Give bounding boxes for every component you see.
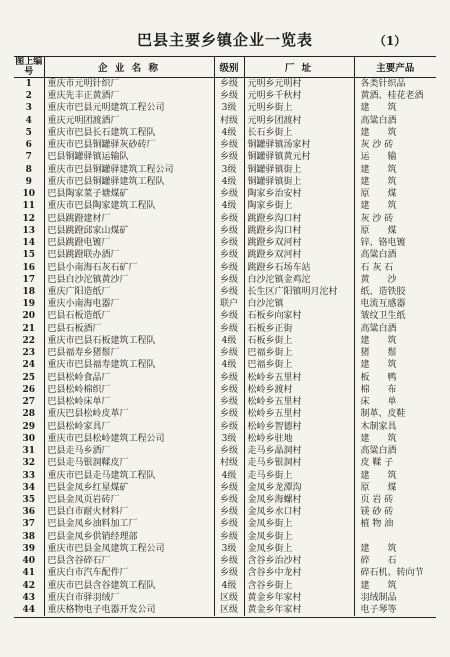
grade-level: 4级 [214, 470, 244, 482]
enterprise-name: 重庆市元明针织厂 [44, 78, 214, 91]
grade-level: 乡级 [214, 310, 244, 322]
enterprise-name: 重庆市巴县元明建筑工程公司 [44, 102, 214, 114]
factory-address: 黄金乡年家村 [244, 604, 354, 616]
row-number: 43 [22, 592, 36, 603]
grade-level: 乡级 [214, 518, 244, 530]
grade-level: 区级 [214, 592, 244, 604]
enterprise-name: 巴县白沙沱镇黄沙厂 [44, 274, 214, 286]
factory-address: 跳蹬乡双河村 [244, 237, 354, 249]
main-product: 灰 沙 砖 [354, 213, 436, 225]
grade-level: 4级 [214, 200, 244, 212]
grade-level: 乡级 [214, 139, 244, 151]
grade-level: 4级 [214, 176, 244, 188]
enterprise-name: 巴县跳蹬邱家山煤矿 [44, 225, 214, 237]
row-number: 24 [22, 360, 36, 371]
factory-address: 含谷乡街上 [244, 580, 354, 592]
factory-address: 跳蹬乡沟口村 [244, 213, 354, 225]
main-product: 猪 鬃 [354, 347, 436, 359]
grade-level: 乡级 [214, 567, 244, 579]
row-number: 32 [22, 458, 36, 469]
factory-address: 元明乡团渡村 [244, 115, 354, 127]
factory-address: 松岭乡渡村 [244, 384, 354, 396]
main-product: 电子琴等 [354, 604, 436, 616]
factory-address: 黄金乡年家村 [244, 592, 354, 604]
grade-level: 区级 [214, 604, 244, 616]
row-number: 28 [22, 409, 36, 420]
main-product: 各类针织品 [354, 78, 436, 91]
table-row [14, 188, 436, 200]
table-row [14, 310, 436, 322]
row-number: 8 [25, 164, 32, 175]
grade-level: 乡级 [214, 323, 244, 335]
row-number: 34 [22, 482, 36, 493]
grade-level: 乡级 [214, 384, 244, 396]
row-number: 31 [22, 446, 36, 457]
enterprise-name: 重庆市巴县铜罐驿建筑工程公司 [44, 164, 214, 176]
table-row [14, 555, 436, 567]
table-row [14, 225, 436, 237]
main-product: 石 灰 石 [354, 262, 436, 274]
table-row [14, 433, 436, 445]
grade-level: 乡级 [214, 213, 244, 225]
factory-address: 白沙沱镇金鸡沱 [244, 274, 354, 286]
table-row [14, 580, 436, 592]
enterprise-name: 重庆白市驿羽绒厂 [44, 592, 214, 604]
grade-level: 乡级 [214, 347, 244, 359]
main-product: 建 筑 [354, 543, 436, 555]
grade-level: 乡级 [214, 421, 244, 433]
main-product: 高粱白酒 [354, 445, 436, 457]
factory-address: 元明乡元明村 [244, 78, 354, 91]
factory-address: 陶家乡治安村 [244, 188, 354, 200]
factory-address: 跳蹬乡双河村 [244, 249, 354, 261]
row-number: 12 [22, 213, 36, 224]
grade-level: 乡级 [214, 151, 244, 163]
enterprise-name: 巴县金凤乡红星煤矿 [44, 482, 214, 494]
enterprise-name: 重庆市巴县石板建筑工程队 [44, 335, 214, 347]
main-product: 黄酒、桂花老酒 [354, 90, 436, 102]
enterprise-name: 重庆市巴县福寿建筑工程队 [44, 359, 214, 371]
enterprise-name: 巴县跳蹬建材厂 [44, 213, 214, 225]
grade-level: 乡级 [214, 555, 244, 567]
factory-address: 铜罐驿镇街上 [244, 164, 354, 176]
table-row [14, 164, 436, 176]
factory-address: 巴福乡街上 [244, 347, 354, 359]
enterprise-table-frame [14, 56, 436, 618]
table-row [14, 151, 436, 163]
row-number: 21 [22, 323, 36, 334]
main-product: 高粱白酒 [354, 249, 436, 261]
main-product: 灰 沙 砖 [354, 139, 436, 151]
factory-address: 铜罐驿镇街上 [244, 176, 354, 188]
grade-level: 乡级 [214, 237, 244, 249]
table-row [14, 494, 436, 506]
row-number: 4 [25, 115, 32, 126]
grade-level: 乡级 [214, 372, 244, 384]
table-row [14, 470, 436, 482]
grade-level: 乡级 [214, 396, 244, 408]
factory-address: 金凤乡龙潭沟 [244, 482, 354, 494]
factory-address: 长石乡街上 [244, 127, 354, 139]
main-product: 建 筑 [354, 433, 436, 445]
table-row [14, 262, 436, 274]
row-number: 35 [22, 494, 36, 505]
factory-address: 金凤乡街上 [244, 518, 354, 530]
main-product: 建 筑 [354, 359, 436, 371]
main-product: 植 物 油 [354, 518, 436, 530]
table-row [14, 200, 436, 212]
table-row [14, 482, 436, 494]
enterprise-name: 巴县金凤乡油料加工厂 [44, 518, 214, 530]
grade-level: 村级 [214, 115, 244, 127]
factory-address: 走马乡晶洞村 [244, 445, 354, 457]
column-header-product: 主要产品 [354, 57, 436, 78]
grade-level: 乡级 [214, 188, 244, 200]
table-row [14, 421, 436, 433]
row-number: 14 [22, 238, 36, 249]
table-row [14, 457, 436, 469]
factory-address: 元明乡街上 [244, 102, 354, 114]
factory-address: 松岭乡五里村 [244, 396, 354, 408]
column-header-grade: 级别 [214, 57, 244, 78]
page-number: （1） [373, 34, 407, 48]
enterprise-name: 巴县松岭床单厂 [44, 396, 214, 408]
table-header [14, 57, 436, 78]
table-row [14, 298, 436, 310]
table-row [14, 372, 436, 384]
grade-level: 乡级 [214, 225, 244, 237]
main-product: 原 煤 [354, 225, 436, 237]
grade-level: 4级 [214, 127, 244, 139]
column-header-address: 厂 址 [244, 57, 354, 78]
factory-address: 跳蹬乡石场车站 [244, 262, 354, 274]
table-row [14, 274, 436, 286]
main-product: 碎 石 [354, 555, 436, 567]
enterprise-name: 巴县白市耐火材料厂 [44, 506, 214, 518]
main-product: 建 筑 [354, 470, 436, 482]
enterprise-name: 巴县福寿乡猪鬃厂 [44, 347, 214, 359]
main-product: 建 筑 [354, 176, 436, 188]
table-row [14, 347, 436, 359]
row-number: 29 [22, 421, 36, 432]
table-row [14, 237, 436, 249]
grade-level: 3级 [214, 433, 244, 445]
table-row [14, 286, 436, 298]
table-row [14, 592, 436, 604]
grade-level: 乡级 [214, 531, 244, 543]
enterprise-name: 巴县松岭棉织厂 [44, 384, 214, 396]
row-number: 25 [22, 372, 36, 383]
main-product: 床 单 [354, 396, 436, 408]
main-product: 页 岩 砖 [354, 494, 436, 506]
enterprise-table [14, 57, 436, 616]
main-product: 碎石机、转向节 [354, 567, 436, 579]
main-product: 建 筑 [354, 335, 436, 347]
table-row [14, 249, 436, 261]
row-number: 18 [22, 286, 36, 297]
grade-level: 乡级 [214, 262, 244, 274]
main-product: 皱纹卫生纸 [354, 310, 436, 322]
table-row [14, 176, 436, 188]
row-number: 1 [25, 79, 32, 89]
factory-address: 松岭乡智德村 [244, 421, 354, 433]
table-row [14, 604, 436, 616]
factory-address: 铜罐驿镇黄元村 [244, 151, 354, 163]
enterprise-name: 巴县石板酒厂 [44, 323, 214, 335]
factory-address: 石板乡向家村 [244, 310, 354, 322]
row-number: 36 [22, 507, 36, 518]
enterprise-name: 巴县金凤页岩砖厂 [44, 494, 214, 506]
main-product: 棉 布 [354, 384, 436, 396]
main-product [354, 531, 436, 543]
factory-address: 跳蹬乡沟口村 [244, 225, 354, 237]
grade-level: 村级 [214, 457, 244, 469]
factory-address: 含谷乡治沙村 [244, 555, 354, 567]
enterprise-name: 重庆市巴县松岭建筑工程公司 [44, 433, 214, 445]
grade-level: 4级 [214, 359, 244, 371]
row-number: 27 [22, 397, 36, 408]
grade-level: 3级 [214, 102, 244, 114]
table-row [14, 384, 436, 396]
enterprise-name: 巴县石板造纸厂 [44, 310, 214, 322]
main-product: 运 输 [354, 151, 436, 163]
factory-address: 巴福乡街上 [244, 359, 354, 371]
row-number: 37 [22, 519, 36, 530]
table-row [14, 396, 436, 408]
factory-address: 金凤乡街上 [244, 531, 354, 543]
grade-level: 乡级 [214, 78, 244, 91]
grade-level: 乡级 [214, 445, 244, 457]
main-product: 建 筑 [354, 102, 436, 114]
main-product: 建 筑 [354, 580, 436, 592]
grade-level: 3级 [214, 543, 244, 555]
main-product: 建 筑 [354, 200, 436, 212]
table-row [14, 408, 436, 420]
grade-level: 乡级 [214, 90, 244, 102]
grade-level: 4级 [214, 580, 244, 592]
main-product: 皮 鞣 子 [354, 457, 436, 469]
row-number: 30 [22, 433, 36, 444]
row-number: 38 [22, 531, 36, 542]
main-product: 建 筑 [354, 164, 436, 176]
factory-address: 石板乡正街 [244, 323, 354, 335]
main-product: 原 煤 [354, 188, 436, 200]
table-row [14, 139, 436, 151]
row-number: 2 [25, 91, 32, 102]
enterprise-name: 巴县小南海石灰石矿厂 [44, 262, 214, 274]
factory-address: 含谷乡中龙村 [244, 567, 354, 579]
grade-level: 联户 [214, 298, 244, 310]
table-row [14, 102, 436, 114]
row-number: 41 [22, 568, 36, 579]
main-product: 纸、造铁胶 [354, 286, 436, 298]
grade-level: 乡级 [214, 408, 244, 420]
enterprise-name: 重庆小南海电器厂 [44, 298, 214, 310]
factory-address: 松岭乡五里村 [244, 408, 354, 420]
table-row [14, 78, 436, 91]
enterprise-name: 巴县金凤乡供销经理部 [44, 531, 214, 543]
enterprise-name: 巴县铜罐驿镇运输队 [44, 151, 214, 163]
row-number: 5 [25, 127, 32, 138]
grade-level: 乡级 [214, 274, 244, 286]
grade-level: 4级 [214, 335, 244, 347]
factory-address: 松岭乡五里村 [244, 372, 354, 384]
grade-level: 3级 [214, 164, 244, 176]
factory-address: 金凤乡水口村 [244, 506, 354, 518]
row-number: 7 [25, 152, 32, 163]
enterprise-name: 重庆市巴县长石建筑工程队 [44, 127, 214, 139]
main-product: 高粱白酒 [354, 115, 436, 127]
row-number: 42 [22, 580, 36, 591]
main-product: 黄 沙 [354, 274, 436, 286]
factory-address: 石板乡街上 [244, 335, 354, 347]
row-number: 33 [22, 470, 36, 481]
row-number: 23 [22, 348, 36, 359]
main-product: 板 鸭 [354, 372, 436, 384]
table-row [14, 445, 436, 457]
enterprise-name: 巴县走马乡酒厂 [44, 445, 214, 457]
row-number: 11 [22, 201, 36, 212]
enterprise-name: 巴县跳蹬联办酒厂 [44, 249, 214, 261]
row-number: 40 [22, 556, 36, 567]
table-row [14, 543, 436, 555]
enterprise-name: 重庆广阳造纸厂 [44, 286, 214, 298]
column-header-number: 图上编号 [15, 57, 43, 77]
row-number: 22 [22, 335, 36, 346]
row-number: 16 [22, 262, 36, 273]
table-row [14, 518, 436, 530]
table-row [14, 115, 436, 127]
table-body [14, 78, 436, 617]
enterprise-name: 重庆元明团渡酒厂 [44, 115, 214, 127]
main-product: 锌、铬电镀 [354, 237, 436, 249]
enterprise-name: 重庆市巴县陶家建筑工程队 [44, 200, 214, 212]
factory-address: 白沙沱镇 [244, 298, 354, 310]
enterprise-name: 巴县松岭食品厂 [44, 372, 214, 384]
main-product: 高粱白酒 [354, 323, 436, 335]
table-row [14, 359, 436, 371]
table-row [14, 90, 436, 102]
enterprise-name: 巴县走马银洞鞣皮厂 [44, 457, 214, 469]
row-number: 13 [22, 225, 36, 236]
row-number: 15 [22, 250, 36, 261]
main-product: 镁 砂 砖 [354, 506, 436, 518]
enterprise-name: 巴县跳蹬电镀厂 [44, 237, 214, 249]
factory-address: 长生区广阳镇明月沱村 [244, 286, 354, 298]
enterprise-name: 重庆市巴县铜罐驿灰砂砖厂 [44, 139, 214, 151]
main-product: 原 煤 [354, 482, 436, 494]
enterprise-name: 重庆市巴县含谷建筑工程队 [44, 580, 214, 592]
row-number: 6 [25, 140, 32, 151]
enterprise-name: 巴县陶家菜子塘煤矿 [44, 188, 214, 200]
main-product: 羽绒制品 [354, 592, 436, 604]
table-row [14, 567, 436, 579]
enterprise-name: 重庆市巴县铜罐驿建筑工程队 [44, 176, 214, 188]
column-header-name: 企 业 名 称 [44, 57, 214, 78]
factory-address: 金凤乡海螺村 [244, 494, 354, 506]
table-row [14, 506, 436, 518]
row-number: 3 [25, 103, 32, 114]
grade-level: 乡级 [214, 286, 244, 298]
main-product: 制革、皮鞋 [354, 408, 436, 420]
grade-level: 乡级 [214, 482, 244, 494]
factory-address: 松岭乡驻地 [244, 433, 354, 445]
enterprise-name: 重庆市巴县金凤建筑工程公司 [44, 543, 214, 555]
enterprise-name: 重庆白市汽车配件厂 [44, 567, 214, 579]
enterprise-name: 重庆巴县松岭皮革厂 [44, 408, 214, 420]
enterprise-name: 重庆市巴县走马建筑工程队 [44, 470, 214, 482]
row-number: 26 [22, 384, 36, 395]
table-row [14, 531, 436, 543]
grade-level: 乡级 [214, 506, 244, 518]
factory-address: 铜罐驿镇汤家村 [244, 139, 354, 151]
row-number: 20 [22, 311, 36, 322]
table-row [14, 323, 436, 335]
row-number: 10 [22, 189, 36, 200]
row-number: 17 [22, 274, 36, 285]
factory-address: 陶家乡街上 [244, 200, 354, 212]
table-row [14, 127, 436, 139]
factory-address: 金凤乡街上 [244, 543, 354, 555]
enterprise-name: 巴县含谷碎石厂 [44, 555, 214, 567]
factory-address: 走马乡街上 [244, 470, 354, 482]
row-number: 9 [25, 176, 32, 187]
row-number: 39 [22, 543, 36, 554]
main-product: 木制家具 [354, 421, 436, 433]
table-row [14, 213, 436, 225]
factory-address: 走马乡银洞村 [244, 457, 354, 469]
grade-level: 乡级 [214, 249, 244, 261]
main-product: 建 筑 [354, 127, 436, 139]
row-number: 44 [22, 605, 36, 616]
row-number: 19 [22, 299, 36, 310]
main-product: 电流互感器 [354, 298, 436, 310]
factory-address: 元明乡千秋村 [244, 90, 354, 102]
enterprise-name: 重庆先丰正黄酒厂 [44, 90, 214, 102]
enterprise-name: 巴县松岭家具厂 [44, 421, 214, 433]
enterprise-name: 重庆格物电子电器开发公司 [44, 604, 214, 616]
grade-level: 乡级 [214, 494, 244, 506]
table-row [14, 335, 436, 347]
page-title: 巴县主要乡镇企业一览表 [136, 31, 313, 49]
